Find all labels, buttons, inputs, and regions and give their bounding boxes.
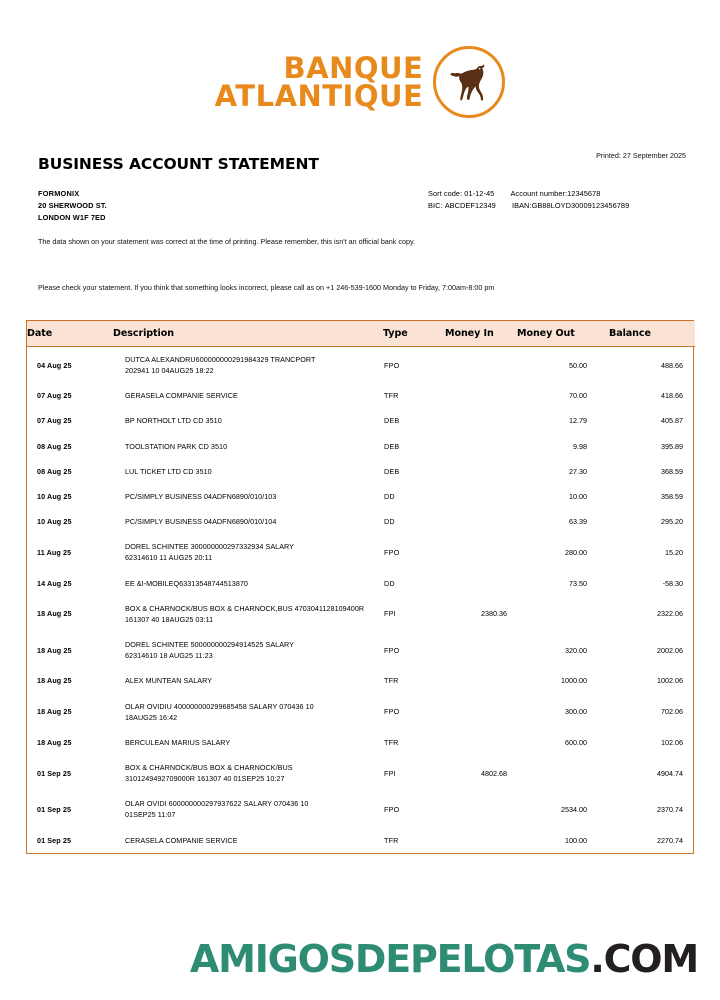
cell-money-in: [445, 484, 517, 509]
cell-money-in: [445, 791, 517, 827]
cell-date: 18 Aug 25: [37, 645, 72, 655]
cell-description: [113, 828, 383, 853]
cell-money-in: [445, 534, 517, 570]
cell-balance: 2270.74: [657, 835, 683, 845]
horse-in-circle-icon: [433, 46, 505, 118]
table-row[interactable]: [27, 434, 695, 459]
cell-description: [113, 632, 383, 668]
table-row[interactable]: [27, 509, 695, 534]
column-header-description[interactable]: Description: [113, 321, 383, 347]
cell-description: [113, 596, 383, 632]
bic-value: ABCDEF12349: [444, 200, 496, 210]
cell-type: DEB: [384, 416, 400, 426]
cell-money-in: [445, 828, 517, 853]
bank-logo-masthead: [0, 36, 720, 128]
cell-money-in: [445, 668, 517, 693]
table-row[interactable]: [27, 408, 695, 433]
cell-description: [113, 755, 383, 791]
description-line-2: 3101249492709000R 161307 40 01SEP25 10:27: [125, 774, 285, 784]
iban-label: IBAN:: [512, 200, 532, 210]
cell-balance: 1002.06: [657, 676, 683, 686]
cell-date: 14 Aug 25: [37, 578, 72, 588]
cell-money-out: 27.30: [569, 466, 587, 476]
watermark-suffix: .COM: [590, 937, 698, 981]
cell-description: [113, 668, 383, 693]
description-line-1: EE &I-MOBILEQ63313548744513870: [125, 578, 248, 588]
description-line-1: BOX & CHARNOCK/BUS BOX & CHARNOCK,BUS 4703041128109400R: [125, 603, 365, 613]
title-row: [38, 151, 686, 174]
description-line-2: 18AUG25 16:42: [125, 712, 178, 722]
description-line-1: OLAR OVIDI 600000000297937622 SALARY 070436 10: [125, 799, 309, 809]
cell-money-out: 280.00: [565, 547, 587, 557]
cell-date: 10 Aug 25: [37, 517, 72, 527]
transactions-table: [27, 321, 695, 853]
description-line-1: PC/SIMPLY BUSINESS 04ADFN6890/010/103: [125, 491, 277, 501]
cell-balance: 102.06: [661, 737, 683, 747]
cell-balance: 2370.74: [657, 804, 683, 814]
bic-label: BIC:: [428, 200, 443, 210]
description-line-1: DOREL SCHINTEE 300000000297332934 SALARY: [125, 542, 295, 552]
account-number-label: Account number:: [510, 189, 568, 198]
cell-date: 08 Aug 25: [37, 441, 72, 451]
table-row[interactable]: [27, 484, 695, 509]
cell-money-in: [445, 509, 517, 534]
customer-address: [38, 188, 107, 224]
cell-description: [113, 459, 383, 484]
cell-date: 01 Sep 25: [37, 804, 72, 814]
customer-address-line-2: LONDON W1F 7ED: [38, 212, 106, 222]
cell-money-in: [445, 459, 517, 484]
cell-description: [113, 534, 383, 570]
cell-money-in: [445, 632, 517, 668]
sort-and-account-row: [428, 188, 629, 200]
cell-type: DEB: [384, 441, 400, 451]
bic-and-iban-row: [428, 200, 629, 212]
cell-date: 08 Aug 25: [37, 466, 72, 476]
cell-money-out: 600.00: [565, 737, 587, 747]
cell-type: DD: [384, 578, 395, 588]
cell-balance: 488.66: [661, 360, 683, 370]
cell-money-out: 1000.00: [561, 676, 587, 686]
page-title: BUSINESS ACCOUNT STATEMENT: [38, 155, 319, 173]
cell-description: [113, 434, 383, 459]
cell-description: [113, 694, 383, 730]
cell-balance: 358.59: [661, 491, 683, 501]
cell-money-out: 9.98: [573, 441, 587, 451]
description-line-1: BOX & CHARNOCK/BUS BOX & CHARNOCK/BUS: [125, 762, 293, 772]
cell-balance: 4904.74: [657, 768, 683, 778]
logo-wordmark: [214, 50, 424, 113]
table-row[interactable]: [27, 694, 695, 730]
printed-date: Printed: 27 September 2025: [596, 151, 686, 160]
cell-type: TFR: [384, 391, 399, 401]
cell-type: FPO: [384, 645, 400, 655]
cell-balance: 418.66: [661, 391, 683, 401]
column-header-type[interactable]: Type: [383, 321, 445, 347]
cell-description: [113, 408, 383, 433]
cell-money-out: 63.39: [569, 517, 587, 527]
cell-balance: 405.87: [661, 416, 683, 426]
table-row[interactable]: [27, 347, 695, 384]
cell-balance: -58.30: [662, 578, 683, 588]
cell-date: 04 Aug 25: [37, 360, 72, 370]
cell-date: 01 Sep 25: [37, 835, 72, 845]
iban-value: GB88LOYD30009123456789: [531, 200, 630, 210]
cell-type: FPO: [384, 360, 400, 370]
cell-money-in: [445, 383, 517, 408]
customer-address-line-1: 20 SHERWOOD ST.: [38, 200, 107, 210]
cell-balance: 395.89: [661, 441, 683, 451]
cell-type: TFR: [384, 676, 399, 686]
cell-type: FPO: [384, 707, 400, 717]
table-row[interactable]: [27, 534, 695, 570]
cell-type: DD: [384, 491, 395, 501]
table-row[interactable]: [27, 730, 695, 755]
cell-money-in: [445, 434, 517, 459]
cell-money-out: 300.00: [565, 707, 587, 717]
cell-type: TFR: [384, 835, 399, 845]
account-number-value: 12345678: [567, 189, 601, 198]
logo-lockup: [215, 46, 506, 118]
cell-money-out: 10.00: [569, 491, 587, 501]
description-line-1: OLAR OVIDIU 400000000299685458 SALARY 070436 10: [125, 701, 314, 711]
cell-date: 11 Aug 25: [37, 547, 72, 557]
cell-balance: 368.59: [661, 466, 683, 476]
cell-description: [113, 383, 383, 408]
cell-money-out: 70.00: [569, 391, 587, 401]
description-line-1: DOREL SCHINTEE 500000000294914525 SALARY: [125, 640, 295, 650]
description-line-2: 62314610 11 AUG25 20:11: [125, 553, 213, 563]
table-row[interactable]: [27, 596, 695, 632]
cell-money-in: [445, 730, 517, 755]
column-header-money-in[interactable]: Money In: [445, 321, 517, 347]
cell-balance: 15.20: [665, 547, 683, 557]
cell-money-in: 2380.36: [481, 609, 507, 619]
cell-description: [113, 571, 383, 596]
cell-description: [113, 509, 383, 534]
cell-description: [113, 791, 383, 827]
cell-type: DEB: [384, 466, 400, 476]
cell-date: 18 Aug 25: [37, 676, 72, 686]
column-header-date[interactable]: Date: [27, 321, 113, 347]
description-line-1: DUTCA ALEXANDRU600000000291984329 TRANCPORT: [125, 355, 316, 364]
cell-date: 10 Aug 25: [37, 491, 72, 501]
cell-description: [113, 730, 383, 755]
printing-disclaimer: The data shown on your statement was correct at the time of printing. Please remember, this isn't an official bank copy.: [38, 237, 416, 246]
customer-name: FORMONIX: [38, 189, 80, 198]
cell-balance: 2322.06: [657, 609, 683, 619]
site-watermark: [189, 937, 698, 981]
cell-balance: 2002.06: [657, 645, 683, 655]
table-row[interactable]: [27, 791, 695, 827]
transactions-table-body: [27, 347, 695, 853]
cell-date: 07 Aug 25: [37, 391, 72, 401]
cell-money-out: [517, 755, 609, 791]
description-line-1: TOOLSTATION PARK CD 3510: [125, 441, 228, 451]
cell-type: TFR: [384, 737, 399, 747]
watermark-primary: AMIGOSDEPELOTAS: [189, 937, 591, 981]
table-row[interactable]: [27, 571, 695, 596]
table-row[interactable]: [27, 383, 695, 408]
cell-money-in: [445, 571, 517, 596]
table-row[interactable]: [27, 755, 695, 791]
cell-money-out: 100.00: [565, 835, 587, 845]
description-line-1: BERCULEAN MARIUS SALARY: [125, 737, 231, 747]
table-row[interactable]: [27, 459, 695, 484]
table-header-row: [27, 321, 695, 347]
cell-type: FPI: [384, 768, 396, 778]
description-line-2: 202941 10 04AUG25 18:22: [125, 366, 214, 376]
cell-type: FPO: [384, 547, 400, 557]
table-row[interactable]: [27, 632, 695, 668]
description-line-2: 161307 40 18AUG25 03:11: [125, 614, 214, 624]
cell-money-out: 320.00: [565, 645, 587, 655]
account-identifiers: [428, 188, 629, 212]
sort-code-value: 01-12-45: [464, 189, 495, 198]
description-line-2: 01SEP25 11:07: [125, 810, 176, 820]
cell-description: [113, 484, 383, 509]
cell-date: 07 Aug 25: [37, 416, 72, 426]
cell-type: FPO: [384, 804, 400, 814]
transactions-table-head: [27, 321, 695, 347]
cell-money-out: 12.79: [569, 416, 587, 426]
description-line-1: LUL TICKET LTD CD 3510: [125, 466, 212, 476]
table-row[interactable]: [27, 668, 695, 693]
cell-money-out: 2534.00: [561, 804, 587, 814]
cell-date: 18 Aug 25: [37, 737, 72, 747]
transactions-table-container: [26, 320, 694, 854]
cell-type: FPI: [384, 609, 396, 619]
logo-line-2: ATLANTIQUE: [214, 79, 424, 113]
description-line-1: ALEX MUNTEAN SALARY: [125, 676, 213, 686]
cell-date: 01 Sep 25: [37, 768, 72, 778]
cell-balance: 295.20: [661, 517, 683, 527]
cell-money-in: [445, 694, 517, 730]
cell-money-in: [445, 347, 517, 384]
description-line-1: GERASELA COMPANIE SERVICE: [125, 391, 238, 401]
cell-money-out: [517, 596, 609, 632]
cell-balance: 702.06: [661, 707, 683, 717]
cell-money-out: 50.00: [569, 360, 587, 370]
description-line-1: BP NORTHOLT LTD CD 3510: [125, 416, 222, 426]
logo-line-1: BANQUE: [283, 50, 424, 85]
table-row[interactable]: [27, 828, 695, 853]
column-header-money-out[interactable]: Money Out: [517, 321, 609, 347]
column-header-balance[interactable]: Balance: [609, 321, 695, 347]
cell-money-in: [445, 408, 517, 433]
cell-description: [113, 347, 383, 384]
contact-notice: Please check your statement. If you think that something looks incorrect, please call as on +1 246-539-1600 Monday to Friday, 7:00am-8:00 pm: [38, 283, 495, 292]
cell-money-in: 4802.68: [481, 768, 507, 778]
cell-type: DD: [384, 517, 395, 527]
cell-money-out: 73.50: [569, 578, 587, 588]
description-line-1: CERASELA COMPANIE SERVICE: [125, 835, 238, 845]
cell-date: 18 Aug 25: [37, 707, 72, 717]
sort-code-label: Sort code:: [428, 189, 463, 198]
description-line-1: PC/SIMPLY BUSINESS 04ADFN6890/010/104: [125, 517, 277, 527]
description-line-2: 62314610 18 AUG25 11:23: [125, 651, 213, 661]
cell-date: 18 Aug 25: [37, 609, 72, 619]
